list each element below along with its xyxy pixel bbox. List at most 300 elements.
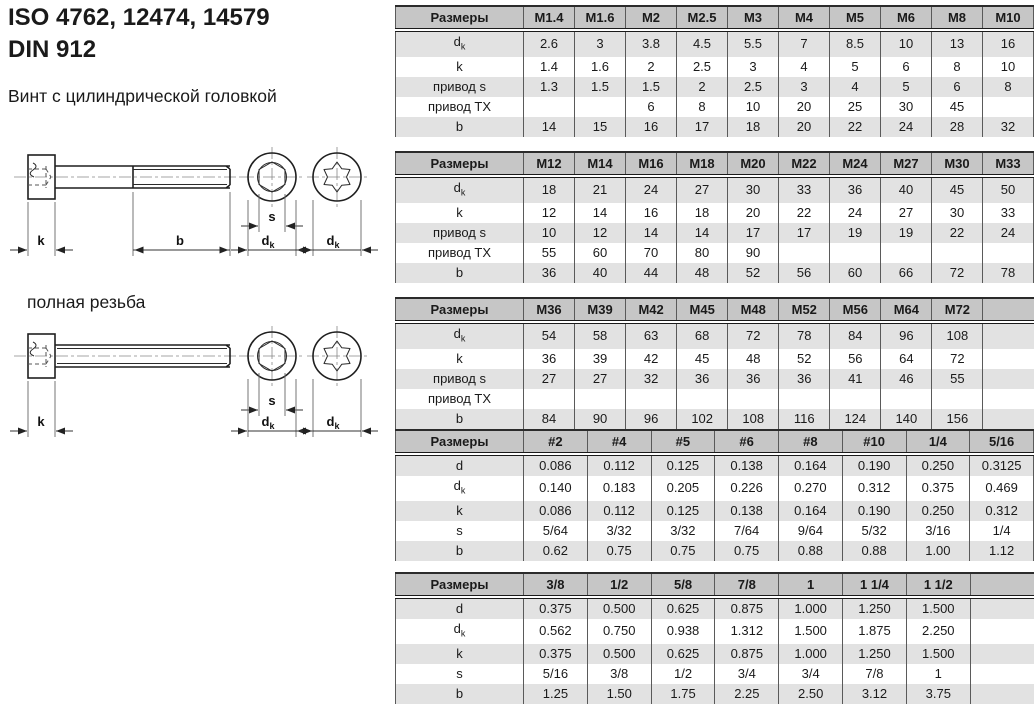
value-cell: 0.500 [587, 644, 651, 664]
value-cell: 22 [932, 223, 983, 243]
value-cell: 56 [830, 349, 881, 369]
value-cell [932, 389, 983, 409]
size-header: M14 [575, 152, 626, 176]
value-cell: 116 [779, 409, 830, 429]
size-header: M2 [626, 6, 677, 30]
value-cell: 28 [932, 117, 983, 137]
value-cell: 55 [932, 369, 983, 389]
value-cell: 30 [932, 203, 983, 223]
value-cell: 0.226 [715, 476, 779, 501]
value-cell: 58 [575, 322, 626, 349]
row-label: $d_k$ [396, 176, 524, 203]
size-header: M3 [728, 6, 779, 30]
value-cell: 0.75 [651, 541, 715, 561]
value-cell: 24 [881, 117, 932, 137]
value-cell: 3/32 [587, 521, 651, 541]
row-label: s [396, 521, 524, 541]
size-header: M6 [881, 6, 932, 30]
value-cell: 156 [932, 409, 983, 429]
full-thread-caption: полная резьба [27, 292, 145, 313]
value-cell: 8 [677, 97, 728, 117]
value-cell: 1.500 [779, 619, 843, 644]
value-cell: 42 [626, 349, 677, 369]
value-cell: 8 [983, 77, 1034, 97]
value-cell: 1 [906, 664, 970, 684]
value-cell [881, 389, 932, 409]
value-cell: 41 [830, 369, 881, 389]
value-cell: 3.12 [843, 684, 907, 704]
dk-dimension-label: $d_k$ [262, 414, 276, 431]
value-cell: 0.190 [842, 501, 906, 521]
value-cell: 0.375 [906, 476, 970, 501]
table-row [396, 176, 1034, 203]
value-cell: 1.75 [651, 684, 715, 704]
size-header: M27 [881, 152, 932, 176]
value-cell: 1.250 [843, 597, 907, 619]
value-cell: 0.469 [970, 476, 1034, 501]
value-cell: 48 [677, 263, 728, 283]
value-cell: 39 [575, 349, 626, 369]
value-cell: 3/4 [715, 664, 779, 684]
size-header: #4 [587, 430, 651, 454]
value-cell: 20 [779, 117, 830, 137]
row-label: b [396, 541, 524, 561]
size-corner-header: Размеры [396, 430, 524, 454]
hex-socket-end-view [231, 326, 313, 437]
size-header: M1.6 [575, 6, 626, 30]
value-cell: 0.562 [524, 619, 588, 644]
value-cell: 72 [932, 349, 983, 369]
value-cell: 48 [728, 349, 779, 369]
row-label: b [396, 409, 524, 429]
value-cell: 1/4 [970, 521, 1034, 541]
value-cell [728, 389, 779, 409]
k-dimension-label: k [37, 233, 45, 248]
value-cell: 1.000 [779, 644, 843, 664]
value-cell: 1.12 [970, 541, 1034, 561]
value-cell: 24 [626, 176, 677, 203]
value-cell: 22 [779, 203, 830, 223]
value-cell: 14 [677, 223, 728, 243]
value-cell: 5 [881, 77, 932, 97]
value-cell: 2.5 [728, 77, 779, 97]
dk-dimension-label: $d_k$ [327, 414, 341, 431]
table-row [396, 664, 1034, 684]
size-header: 1/2 [587, 573, 651, 597]
s-dimension-label: s [268, 393, 275, 408]
size-header: #8 [779, 430, 843, 454]
value-cell: 7/64 [715, 521, 779, 541]
value-cell: 80 [677, 243, 728, 263]
value-cell: 78 [779, 322, 830, 349]
row-label: k [396, 644, 524, 664]
value-cell: 108 [728, 409, 779, 429]
value-cell: 36 [677, 369, 728, 389]
value-cell: 52 [779, 349, 830, 369]
value-cell [932, 243, 983, 263]
table-row [396, 619, 1034, 644]
size-header: 1/4 [906, 430, 970, 454]
value-cell: 4 [779, 57, 830, 77]
value-cell: 5/16 [524, 664, 588, 684]
value-cell: 3 [575, 30, 626, 57]
value-cell: 0.62 [524, 541, 588, 561]
table-row [396, 541, 1034, 561]
value-cell [575, 389, 626, 409]
row-label: b [396, 263, 524, 283]
value-cell [830, 243, 881, 263]
value-cell: 0.875 [715, 644, 779, 664]
value-cell: 14 [524, 117, 575, 137]
value-cell: 3 [779, 77, 830, 97]
value-cell: 0.250 [906, 454, 970, 476]
value-cell [830, 389, 881, 409]
value-cell: 27 [575, 369, 626, 389]
value-cell: 108 [932, 322, 983, 349]
value-cell: 84 [830, 322, 881, 349]
value-cell: 18 [728, 117, 779, 137]
value-cell [970, 597, 1034, 619]
value-cell: 8.5 [830, 30, 881, 57]
value-cell: 24 [830, 203, 881, 223]
value-cell: 84 [524, 409, 575, 429]
value-cell: 0.375 [524, 597, 588, 619]
size-header: M33 [983, 152, 1034, 176]
table-row [396, 521, 1034, 541]
value-cell: 1.4 [524, 57, 575, 77]
value-cell: 22 [830, 117, 881, 137]
value-cell: 30 [728, 176, 779, 203]
value-cell: 2.6 [524, 30, 575, 57]
value-cell [677, 389, 728, 409]
value-cell: 52 [728, 263, 779, 283]
row-label: d [396, 454, 524, 476]
size-header: 5/16 [970, 430, 1034, 454]
row-label: $d_k$ [396, 30, 524, 57]
size-header: 1 1/2 [906, 573, 970, 597]
table-row [396, 322, 1034, 349]
value-cell: 1.000 [779, 597, 843, 619]
value-cell: 64 [881, 349, 932, 369]
value-cell: 0.138 [715, 454, 779, 476]
value-cell: 1.3 [524, 77, 575, 97]
value-cell [970, 644, 1034, 664]
value-cell [983, 409, 1034, 429]
row-label: k [396, 203, 524, 223]
value-cell: 18 [677, 203, 728, 223]
table-row [396, 97, 1034, 117]
value-cell: 19 [881, 223, 932, 243]
row-label: b [396, 684, 524, 704]
standard-iso-line: ISO 4762, 12474, 14579 [8, 2, 270, 34]
value-cell: 5/32 [842, 521, 906, 541]
value-cell: 40 [575, 263, 626, 283]
value-cell [983, 322, 1034, 349]
value-cell: 33 [983, 203, 1034, 223]
value-cell [575, 97, 626, 117]
value-cell: 1.50 [587, 684, 651, 704]
value-cell: 2 [626, 57, 677, 77]
row-label: k [396, 501, 524, 521]
table-row [396, 223, 1034, 243]
value-cell: 44 [626, 263, 677, 283]
value-cell: 0.500 [587, 597, 651, 619]
size-corner-header: Размеры [396, 152, 524, 176]
size-header: M12 [524, 152, 575, 176]
table-row [396, 57, 1034, 77]
size-header: M2.5 [677, 6, 728, 30]
value-cell: 4.5 [677, 30, 728, 57]
standard-din-line: DIN 912 [8, 34, 270, 66]
value-cell: 36 [830, 176, 881, 203]
table-row [396, 454, 1034, 476]
value-cell: 7 [779, 30, 830, 57]
value-cell [524, 97, 575, 117]
size-header: 7/8 [715, 573, 779, 597]
k-dimension [10, 381, 73, 437]
value-cell: 60 [830, 263, 881, 283]
size-header: M24 [830, 152, 881, 176]
dimension-table-3 [395, 297, 1034, 429]
table-row [396, 644, 1034, 664]
value-cell [524, 389, 575, 409]
value-cell: 0.75 [715, 541, 779, 561]
size-header: M20 [728, 152, 779, 176]
value-cell: 2.50 [779, 684, 843, 704]
value-cell: 3/4 [779, 664, 843, 684]
value-cell: 5.5 [728, 30, 779, 57]
value-cell: 12 [575, 223, 626, 243]
dimension-table-1 [395, 5, 1034, 137]
value-cell: 56 [779, 263, 830, 283]
value-cell: 19 [830, 223, 881, 243]
table-row [396, 30, 1034, 57]
value-cell: 10 [524, 223, 575, 243]
value-cell: 90 [728, 243, 779, 263]
value-cell: 68 [677, 322, 728, 349]
size-header: M22 [779, 152, 830, 176]
size-header: 1 [779, 573, 843, 597]
value-cell: 3.8 [626, 30, 677, 57]
row-label: $d_k$ [396, 619, 524, 644]
value-cell: 17 [728, 223, 779, 243]
value-cell: 70 [626, 243, 677, 263]
value-cell [779, 243, 830, 263]
value-cell: 140 [881, 409, 932, 429]
value-cell: 1.00 [906, 541, 970, 561]
table-row [396, 597, 1034, 619]
value-cell: 1.312 [715, 619, 779, 644]
size-header: M36 [524, 298, 575, 322]
value-cell: 6 [932, 77, 983, 97]
k-dimension-label: k [37, 414, 45, 429]
value-cell: 7/8 [843, 664, 907, 684]
size-header: 1 1/4 [843, 573, 907, 597]
value-cell: 0.875 [715, 597, 779, 619]
value-cell: 36 [728, 369, 779, 389]
value-cell: 10 [728, 97, 779, 117]
table-row [396, 263, 1034, 283]
value-cell: 0.312 [970, 501, 1034, 521]
value-cell: 55 [524, 243, 575, 263]
value-cell: 14 [575, 203, 626, 223]
value-cell: 72 [932, 263, 983, 283]
value-cell: 63 [626, 322, 677, 349]
value-cell: 0.138 [715, 501, 779, 521]
value-cell: 1.5 [626, 77, 677, 97]
value-cell: 90 [575, 409, 626, 429]
value-cell: 1.5 [575, 77, 626, 97]
value-cell [970, 619, 1034, 644]
value-cell: 0.375 [524, 644, 588, 664]
value-cell: 2 [677, 77, 728, 97]
size-header: M42 [626, 298, 677, 322]
value-cell: 96 [626, 409, 677, 429]
value-cell: 1.250 [843, 644, 907, 664]
value-cell: 27 [881, 203, 932, 223]
value-cell: 3 [728, 57, 779, 77]
value-cell: 0.88 [842, 541, 906, 561]
value-cell: 1/2 [651, 664, 715, 684]
size-corner-header: Размеры [396, 573, 524, 597]
size-header: M72 [932, 298, 983, 322]
torx-socket-end-view [296, 147, 378, 256]
dk-dimension-label: $d_k$ [327, 233, 341, 250]
size-header: #2 [524, 430, 588, 454]
value-cell: 3/32 [651, 521, 715, 541]
value-cell: 3.75 [906, 684, 970, 704]
value-cell: 17 [677, 117, 728, 137]
value-cell [626, 389, 677, 409]
value-cell: 2.250 [906, 619, 970, 644]
value-cell: 1.875 [843, 619, 907, 644]
table-row [396, 409, 1034, 429]
value-cell: 1.500 [906, 597, 970, 619]
value-cell: 2.5 [677, 57, 728, 77]
value-cell: 17 [779, 223, 830, 243]
value-cell: 0.190 [842, 454, 906, 476]
value-cell: 12 [524, 203, 575, 223]
value-cell: 6 [881, 57, 932, 77]
size-header: M1.4 [524, 6, 575, 30]
value-cell: 0.112 [587, 454, 651, 476]
row-label: b [396, 117, 524, 137]
row-label: $d_k$ [396, 322, 524, 349]
dimension-table-4 [395, 429, 1034, 561]
value-cell: 3/8 [587, 664, 651, 684]
value-cell: 16 [983, 30, 1034, 57]
row-label: s [396, 664, 524, 684]
k-dimension [10, 202, 73, 256]
value-cell: 4 [830, 77, 881, 97]
size-header: M45 [677, 298, 728, 322]
size-header: M4 [779, 6, 830, 30]
size-header: M39 [575, 298, 626, 322]
row-label: k [396, 349, 524, 369]
value-cell: 13 [932, 30, 983, 57]
value-cell: 0.086 [524, 454, 588, 476]
size-header: M10 [983, 6, 1034, 30]
value-cell: 1.6 [575, 57, 626, 77]
table-row [396, 369, 1034, 389]
dimension-table-5 [395, 572, 1034, 704]
torx-socket-end-view [296, 326, 378, 437]
value-cell: 20 [779, 97, 830, 117]
value-cell [983, 243, 1034, 263]
value-cell: 6 [626, 97, 677, 117]
size-header [983, 298, 1034, 322]
value-cell: 0.164 [779, 501, 843, 521]
s-dimension-label: s [268, 209, 275, 224]
value-cell: 66 [881, 263, 932, 283]
table-row [396, 243, 1034, 263]
value-cell: 14 [626, 223, 677, 243]
value-cell: 32 [983, 117, 1034, 137]
value-cell: 33 [779, 176, 830, 203]
value-cell: 0.88 [779, 541, 843, 561]
value-cell: 3/16 [906, 521, 970, 541]
value-cell: 32 [626, 369, 677, 389]
value-cell: 0.164 [779, 454, 843, 476]
size-header: #10 [842, 430, 906, 454]
value-cell: 5/64 [524, 521, 588, 541]
size-header: M5 [830, 6, 881, 30]
size-header: #6 [715, 430, 779, 454]
value-cell: 72 [728, 322, 779, 349]
value-cell: 0.625 [651, 644, 715, 664]
value-cell: 24 [983, 223, 1034, 243]
value-cell: 8 [932, 57, 983, 77]
size-header: M56 [830, 298, 881, 322]
size-header [970, 573, 1034, 597]
value-cell: 36 [779, 369, 830, 389]
value-cell: 54 [524, 322, 575, 349]
value-cell: 0.140 [524, 476, 588, 501]
size-header: 3/8 [524, 573, 588, 597]
value-cell: 30 [881, 97, 932, 117]
row-label: привод s [396, 223, 524, 243]
row-label: привод TX [396, 97, 524, 117]
value-cell: 96 [881, 322, 932, 349]
drawing-full-thread-screw [0, 306, 390, 446]
size-header: #5 [651, 430, 715, 454]
value-cell: 46 [881, 369, 932, 389]
value-cell: 16 [626, 117, 677, 137]
value-cell: 0.112 [587, 501, 651, 521]
value-cell: 10 [983, 57, 1034, 77]
value-cell: 0.312 [842, 476, 906, 501]
table-row [396, 203, 1034, 223]
size-header: M8 [932, 6, 983, 30]
value-cell: 45 [677, 349, 728, 369]
value-cell: 0.750 [587, 619, 651, 644]
value-cell: 10 [881, 30, 932, 57]
product-subtitle: Винт с цилиндрической головкой [8, 86, 277, 107]
value-cell [983, 389, 1034, 409]
row-label: привод s [396, 77, 524, 97]
value-cell: 0.3125 [970, 454, 1034, 476]
value-cell: 0.75 [587, 541, 651, 561]
value-cell: 1.25 [524, 684, 588, 704]
table-row [396, 389, 1034, 409]
value-cell: 15 [575, 117, 626, 137]
b-dimension-label: b [176, 233, 184, 248]
row-label: d [396, 597, 524, 619]
value-cell [983, 349, 1034, 369]
size-corner-header: Размеры [396, 298, 524, 322]
value-cell: 20 [728, 203, 779, 223]
screw-side-view [14, 155, 242, 199]
